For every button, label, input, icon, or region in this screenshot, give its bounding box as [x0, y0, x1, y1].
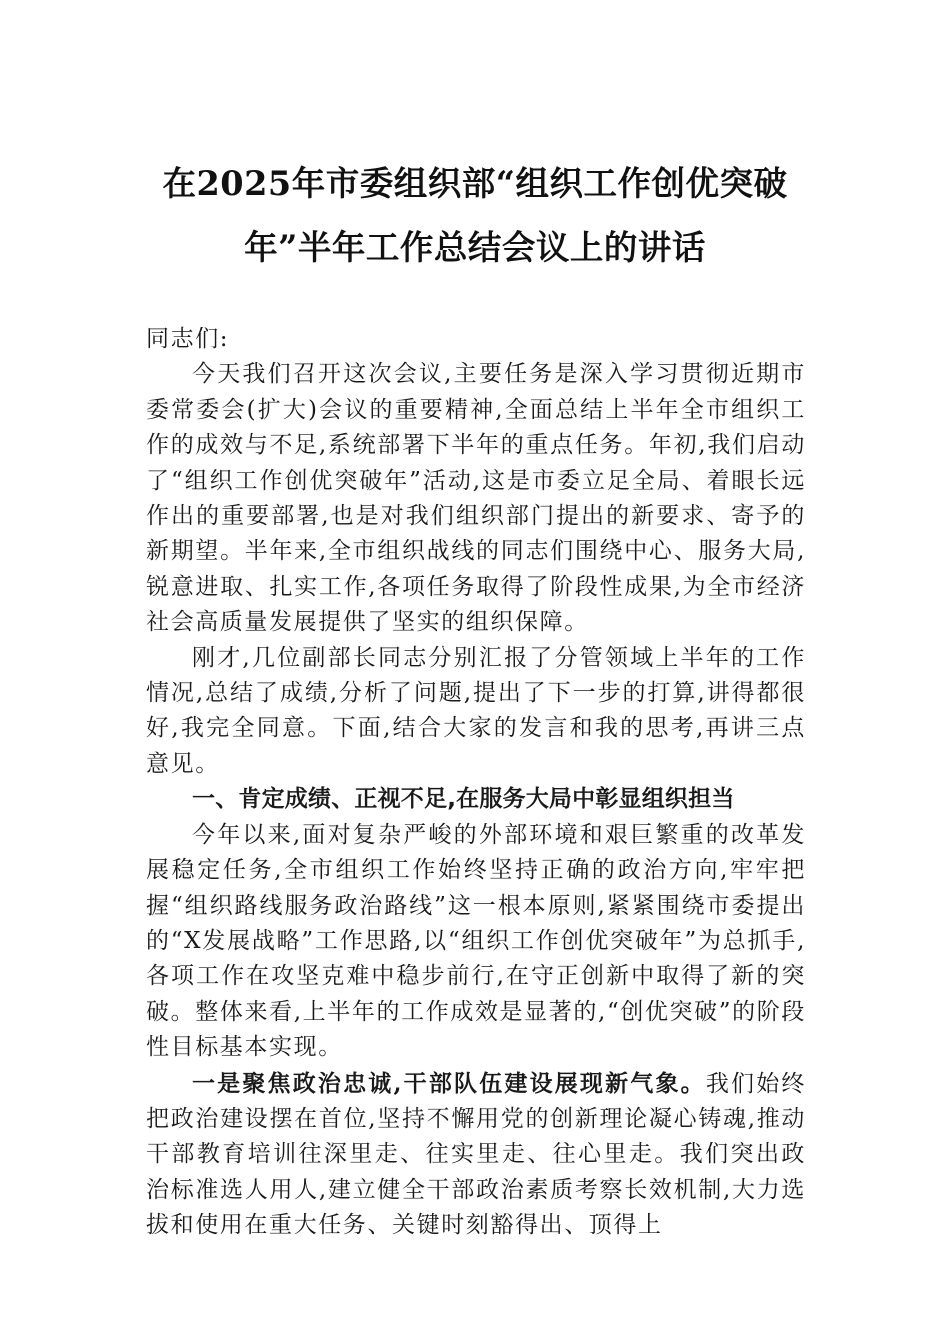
document-title: [140, 152, 810, 280]
document-body: [146, 322, 806, 1244]
point-1-lead: 一是聚焦政治忠诚,干部队伍建设展现新气象。: [192, 1069, 706, 1097]
paragraph-achievements: 今年以来,面对复杂严峻的外部环境和艰巨繁重的改革发展稳定任务,全市组织工作始终坚持正确的政治方向,牢牢把握“组织路线服务政治路线”这一根本原则,紧紧围绕市委提出的“X发展战略”工作思路,以“组织工作创优突破年”为总抓手,各项工作在攻坚克难中稳步前行,在守正创新中取得了新的突破。整体来看,上半年的工作成效是显著的,“创优突破”的阶段性目标基本实现。: [146, 821, 806, 1061]
paragraph-opening: 今天我们召开这次会议,主要任务是深入学习贯彻近期市委常委会(扩大)会议的重要精神,全面总结上半年全市组织工作的成效与不足,系统部署下半年的重点任务。年初,我们启动了“组织工作创优突破年”活动,这是市委立足全局、着眼长远作出的重要部署,也是对我们组织部门提出的新要求、寄予的新期望。半年来,全市组织战线的同志们围绕中心、服务大局,锐意进取、扎实工作,各项任务取得了阶段性成果,为全市经济社会高质量发展提供了坚实的组织保障。: [146, 361, 806, 636]
section-heading-1: 一、肯定成绩、正视不足,在服务大局中彰显组织担当: [192, 786, 735, 813]
paragraph-point-1: [146, 1066, 806, 1244]
title-line-2: 年”半年工作总结会议上的讲话: [244, 228, 706, 267]
title-line-1: 在2025年市委组织部“组织工作创优突破: [162, 164, 788, 203]
paragraph-transition: 刚才,几位副部长同志分别汇报了分管领域上半年的工作情况,总结了成绩,分析了问题,提出了下一步的打算,讲得都很好,我完全同意。下面,结合大家的发言和我的思考,再讲三点意见。: [146, 644, 806, 777]
salutation: 同志们:: [146, 326, 230, 352]
point-1-text: 我们始终把政治建设摆在首位,坚持不懈用党的创新理论凝心铸魂,推动干部教育培训往深里走、往实里走、往心里走。我们突出政治标准选人用人,建立健全干部政治素质考察长效机制,大力选拔和使用在重大任务、关键时刻豁得出、顶得上: [146, 1070, 806, 1239]
